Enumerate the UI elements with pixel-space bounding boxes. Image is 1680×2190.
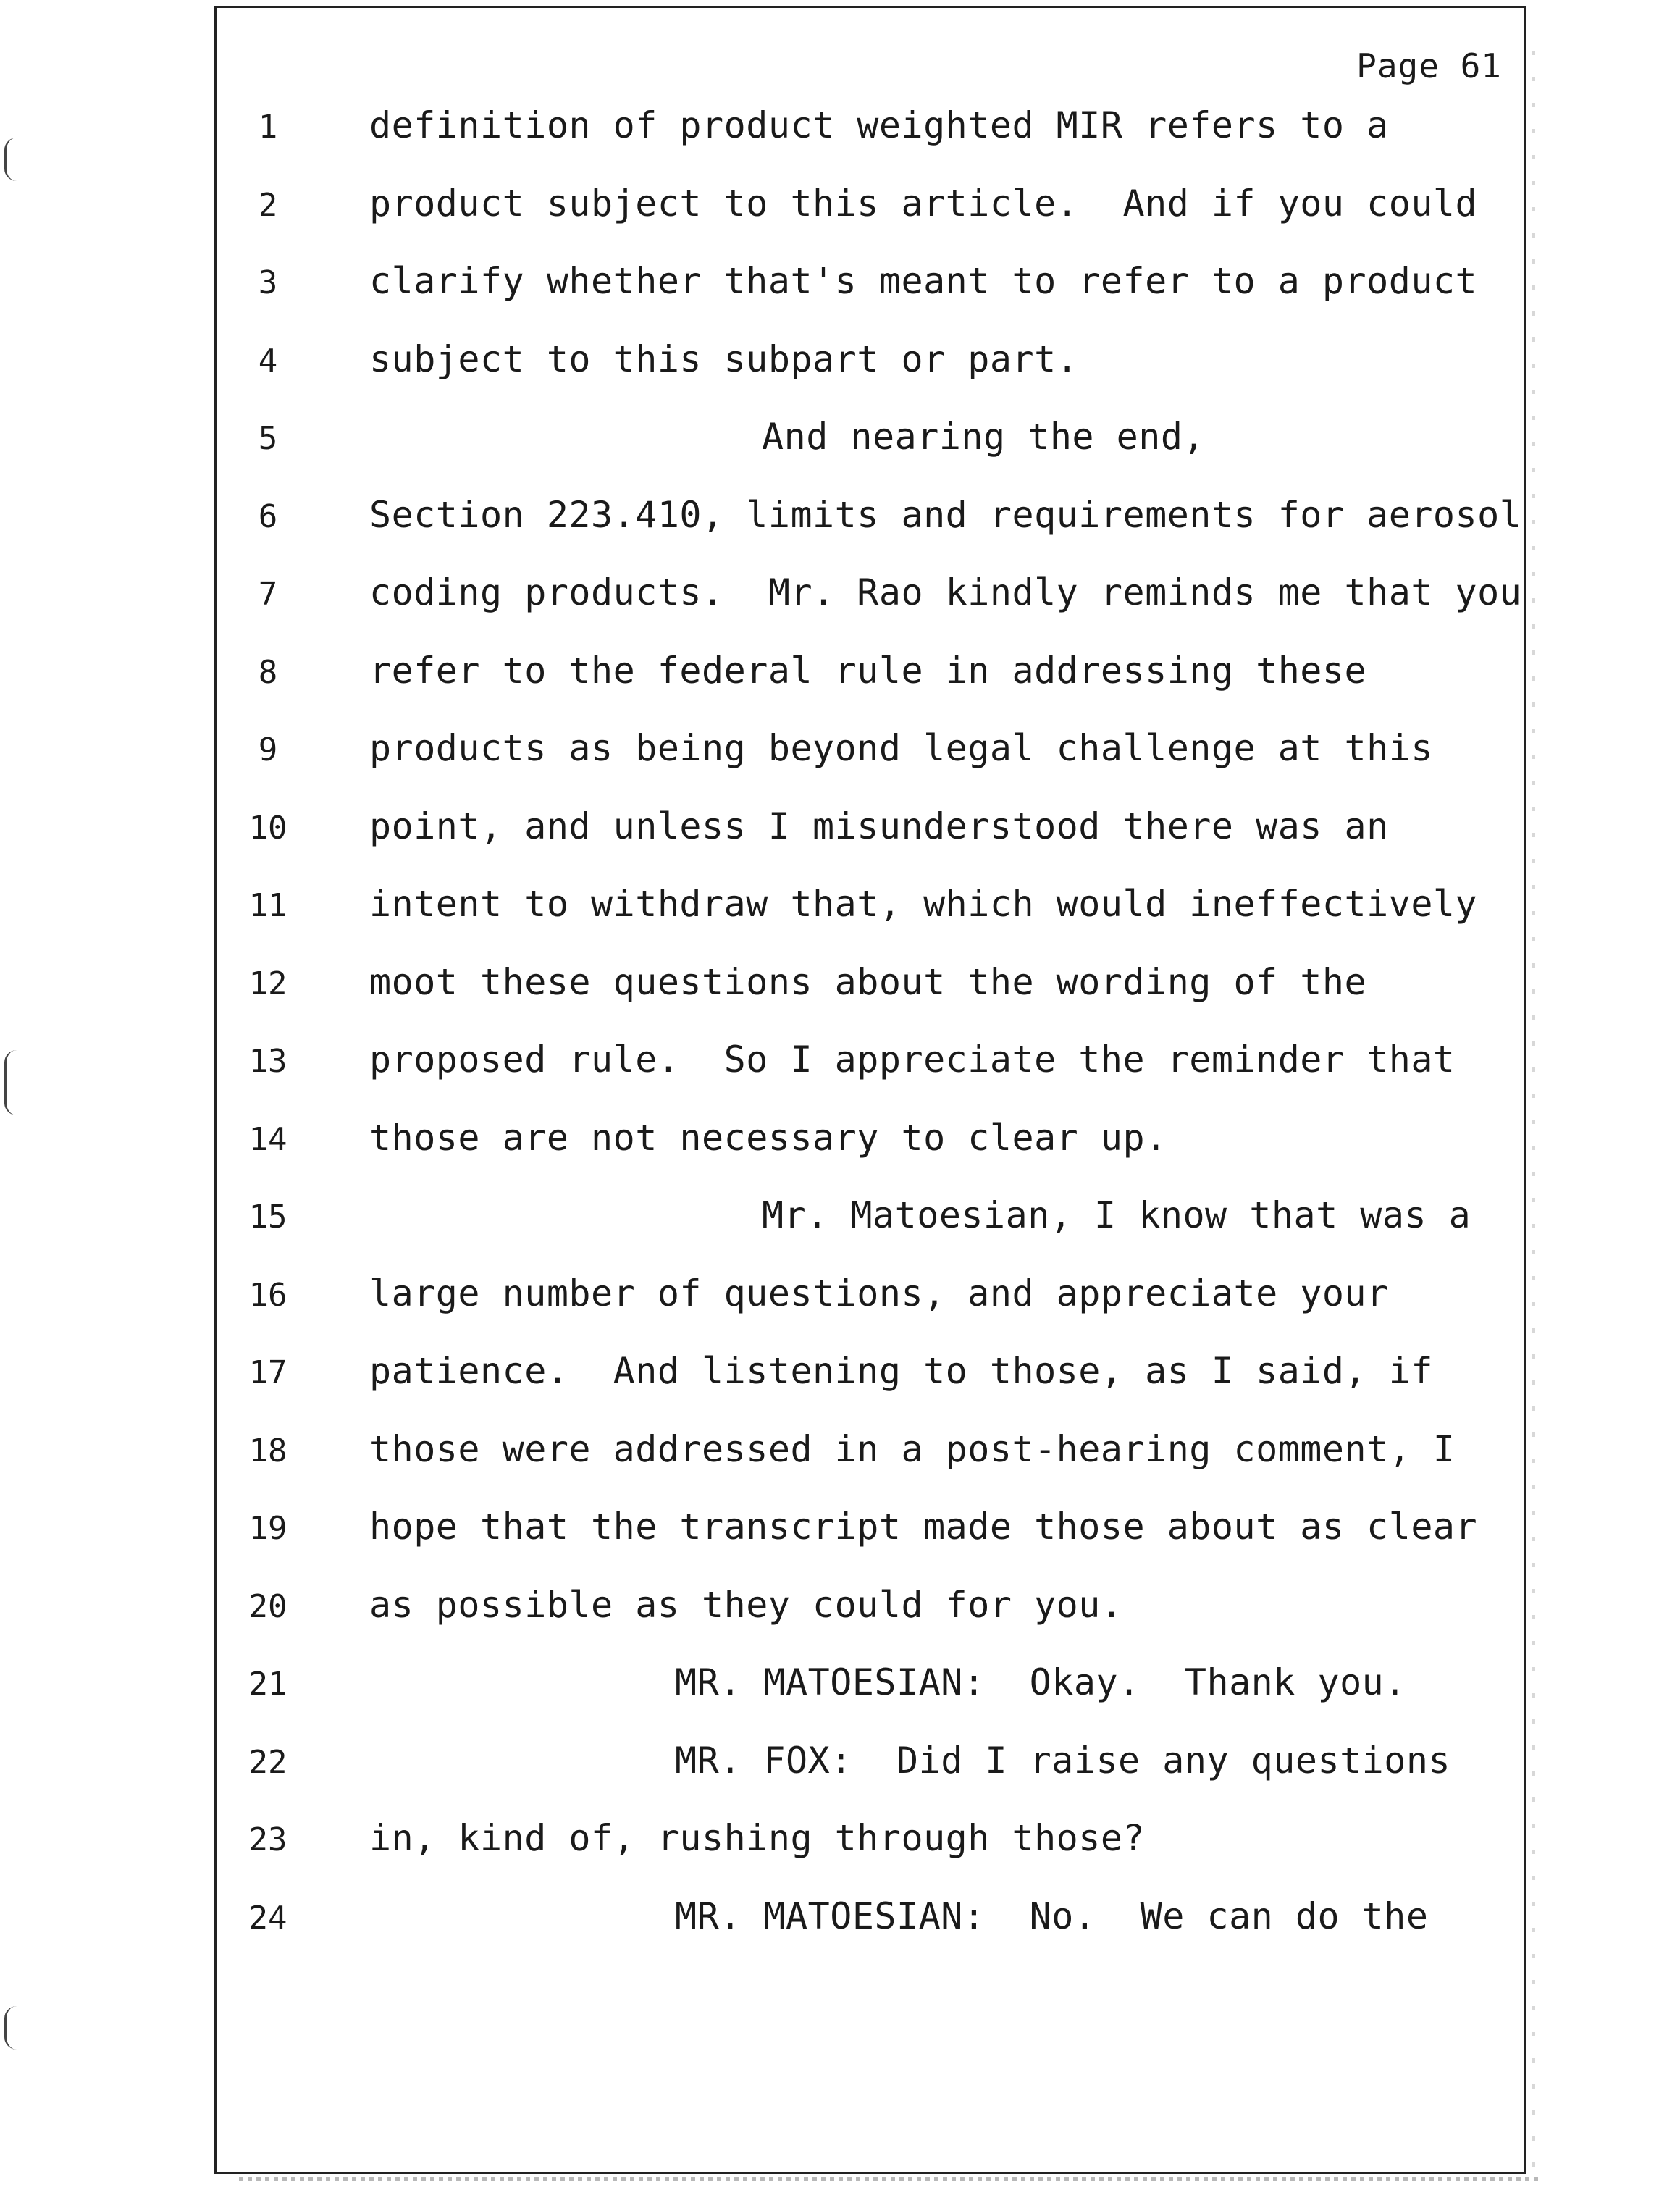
line-text: MR. MATOESIAN: No. We can do the	[675, 1895, 1429, 1937]
line-number: 5	[258, 420, 278, 457]
line-number: 2	[258, 186, 278, 224]
line-text: patience. And listening to those, as I said, if	[369, 1350, 1433, 1392]
line-text: moot these questions about the wording of the	[369, 960, 1367, 1003]
transcript-line	[0, 1583, 1680, 1666]
line-number: 3	[258, 264, 278, 301]
line-number: 19	[248, 1510, 287, 1547]
line-number: 21	[248, 1666, 287, 1703]
line-number: 23	[248, 1821, 287, 1858]
line-number: 13	[248, 1043, 287, 1080]
line-text: point, and unless I misunderstood there was an	[369, 805, 1389, 847]
transcript-line	[0, 805, 1680, 888]
transcript-line	[0, 337, 1680, 421]
transcript-line	[0, 493, 1680, 576]
line-number: 9	[258, 731, 278, 768]
line-text: in, kind of, rushing through those?	[369, 1817, 1146, 1859]
line-text: intent to withdraw that, which would ineffectively	[369, 883, 1478, 925]
line-text: large number of questions, and appreciate your	[369, 1272, 1389, 1314]
line-number: 8	[258, 653, 278, 691]
line-text: MR. MATOESIAN: Okay. Thank you.	[675, 1661, 1406, 1703]
transcript-line	[0, 260, 1680, 343]
line-number: 18	[248, 1432, 287, 1469]
line-number: 1	[258, 109, 278, 146]
transcript-line	[0, 1895, 1680, 1978]
transcript-line	[0, 1116, 1680, 1199]
transcript-line	[0, 1039, 1680, 1121]
transcript-line	[0, 1817, 1680, 1900]
line-number: 15	[248, 1199, 287, 1235]
transcript-line	[0, 1739, 1680, 1822]
line-text: as possible as they could for you.	[369, 1583, 1123, 1626]
line-text: clarify whether that's meant to refer to a product	[369, 260, 1478, 302]
line-text: products as being beyond legal challenge at this	[369, 727, 1433, 769]
transcript-line	[0, 1427, 1680, 1511]
line-text: And nearing the end,	[762, 416, 1206, 458]
line-text: Mr. Matoesian, I know that was a	[762, 1194, 1471, 1236]
line-number: 24	[248, 1899, 287, 1937]
line-number: 11	[248, 887, 287, 924]
transcript-line	[0, 960, 1680, 1044]
line-number: 6	[258, 498, 278, 535]
line-text: those are not necessary to clear up.	[369, 1116, 1167, 1159]
transcript-line	[0, 104, 1680, 187]
line-number: 7	[258, 576, 278, 613]
transcript-line	[0, 1350, 1680, 1432]
line-number: 4	[258, 342, 278, 379]
transcript-line	[0, 883, 1680, 965]
page-number: Page 61	[1356, 46, 1502, 85]
line-number: 22	[248, 1743, 287, 1781]
line-text: proposed rule. So I appreciate the reminder that	[369, 1039, 1456, 1081]
line-number: 17	[248, 1354, 287, 1391]
line-text: definition of product weighted MIR refers to a	[369, 104, 1389, 146]
line-number: 12	[248, 965, 287, 1002]
line-text: those were addressed in a post-hearing comment, I	[369, 1427, 1456, 1470]
transcript-line	[0, 182, 1680, 265]
scan-bottom-edge	[239, 2177, 1542, 2181]
transcript-line	[0, 727, 1680, 810]
line-text: hope that the transcript made those about as clear	[369, 1506, 1478, 1548]
line-text: Section 223.410, limits and requirements for aerosol	[369, 493, 1522, 536]
line-text: subject to this subpart or part.	[369, 337, 1079, 380]
transcript-line	[0, 649, 1680, 732]
transcript-line	[0, 1506, 1680, 1588]
line-number: 14	[248, 1120, 287, 1158]
transcript-line	[0, 571, 1680, 654]
line-text: product subject to this article. And if you could	[369, 182, 1478, 225]
line-number: 16	[248, 1276, 287, 1314]
line-number: 10	[248, 809, 287, 847]
transcript-line	[0, 1194, 1680, 1277]
line-text: refer to the federal rule in addressing these	[369, 649, 1367, 692]
line-number: 20	[248, 1587, 287, 1625]
line-text: MR. FOX: Did I raise any questions	[675, 1739, 1451, 1782]
transcript-line	[0, 1272, 1680, 1355]
transcript-line	[0, 1661, 1680, 1744]
line-text: coding products. Mr. Rao kindly reminds me that you	[369, 571, 1522, 613]
binding-hole-mark-bottom	[4, 2006, 17, 2050]
transcript-line	[0, 416, 1680, 498]
